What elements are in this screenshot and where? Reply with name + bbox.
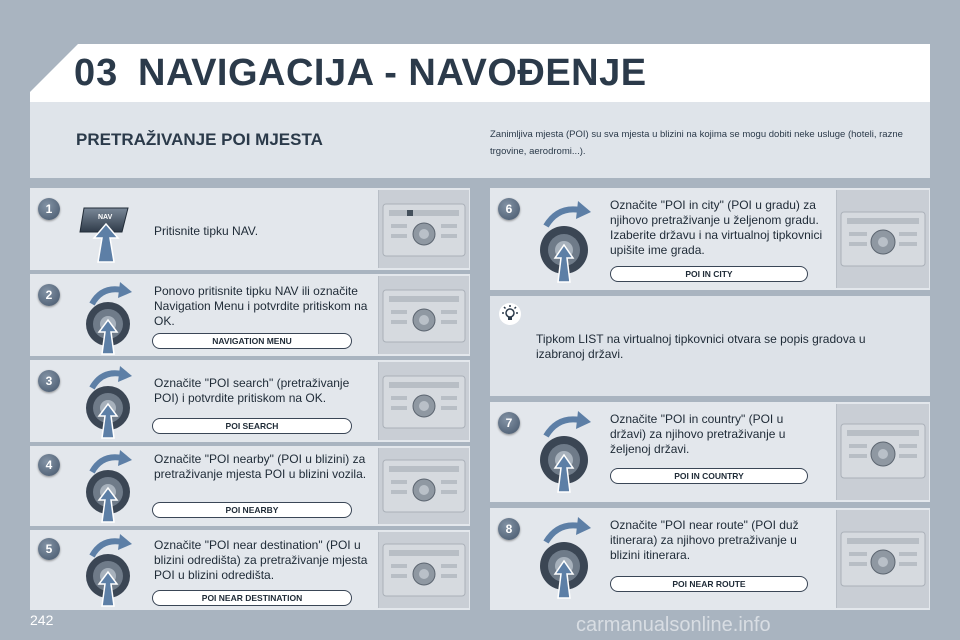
radio-panel-1 [378, 190, 469, 268]
radio-panel-5 [378, 532, 469, 608]
step-number-3: 3 [38, 370, 60, 392]
step-number-8: 8 [498, 518, 520, 540]
rotary-knob-icon [80, 448, 140, 524]
step-number-5: 5 [38, 538, 60, 560]
step-number-1: 1 [38, 198, 60, 220]
step-7-text: Označite "POI in country" (POI u državi) za njihovo pretraživanje u željenoj državi. [610, 412, 786, 456]
rotary-knob-icon [80, 532, 140, 608]
step-5-label: POI NEAR DESTINATION [152, 590, 352, 606]
step-8-label: POI NEAR ROUTE [610, 576, 808, 592]
step-4-text: Označite "POI nearby" (POI u blizini) za pretraživanje mjesta POI u blizini vozila. [154, 452, 367, 481]
step-6-text: Označite "POI in city" (POI u gradu) za njihovo pretraživanje u željenom gradu. Izaberite državu i na virtualnoj tipkovnici upišite ime grada. [610, 198, 823, 257]
page-title: NAVIGACIJA - NAVOĐENJE [138, 52, 647, 94]
rotary-knob-icon [80, 280, 140, 356]
rotary-knob-icon [534, 410, 598, 494]
radio-panel-6 [836, 190, 929, 288]
watermark: carmanualsonline.info [576, 614, 771, 636]
rotary-knob-icon [534, 200, 598, 284]
radio-panel-4 [378, 448, 469, 524]
rotary-knob-icon [534, 516, 598, 600]
step-number-2: 2 [38, 284, 60, 306]
step-3-text: Označite "POI search" (pretraživanje POI) i potvrdite pritiskom na OK. [154, 376, 350, 405]
intro-text: Zanimljiva mjesta (POI) su sva mjesta u blizini na kojima se mogu dobiti neke usluge (hoteli, razne trgovine, aerodromi...). [490, 129, 903, 157]
step-5-text: Označite "POI near destination" (POI u blizini odredišta) za pretraživanje mjesta POI u blizini odredišta. [154, 538, 368, 582]
radio-panel-7 [836, 404, 929, 500]
radio-panel-8 [836, 510, 929, 608]
step-3-label: POI SEARCH [152, 418, 352, 434]
step-4-label: POI NEARBY [152, 502, 352, 518]
step-6-label: POI IN CITY [610, 266, 808, 282]
step-8-text: Označite "POI near route" (POI duž itinerara) za njihovo pretraživanje u blizini itinerara. [610, 518, 799, 562]
chapter-number: 03 [74, 52, 119, 94]
step-number-4: 4 [38, 454, 60, 476]
step-2-text: Ponovo pritisnite tipku NAV ili označite Navigation Menu i potvrdite pritiskom na OK. [154, 284, 368, 328]
radio-panel-3 [378, 362, 469, 440]
page-number: 242 [30, 612, 54, 628]
rotary-knob-icon [80, 364, 140, 440]
radio-panel-2 [378, 276, 469, 354]
step-number-7: 7 [498, 412, 520, 434]
lightbulb-icon [498, 302, 522, 326]
section-title: PRETRAŽIVANJE POI MJESTA [76, 130, 323, 149]
step-1-text: Pritisnite tipku NAV. [154, 224, 259, 238]
nav-button-icon [76, 198, 136, 268]
step-2-label: NAVIGATION MENU [152, 333, 352, 349]
tip-text: Tipkom LIST na virtualnoj tipkovnici otvara se popis gradova u izabranoj državi. [536, 332, 866, 361]
nav-button-label: NAV [98, 214, 113, 221]
step-number-6: 6 [498, 198, 520, 220]
step-7-label: POI IN COUNTRY [610, 468, 808, 484]
